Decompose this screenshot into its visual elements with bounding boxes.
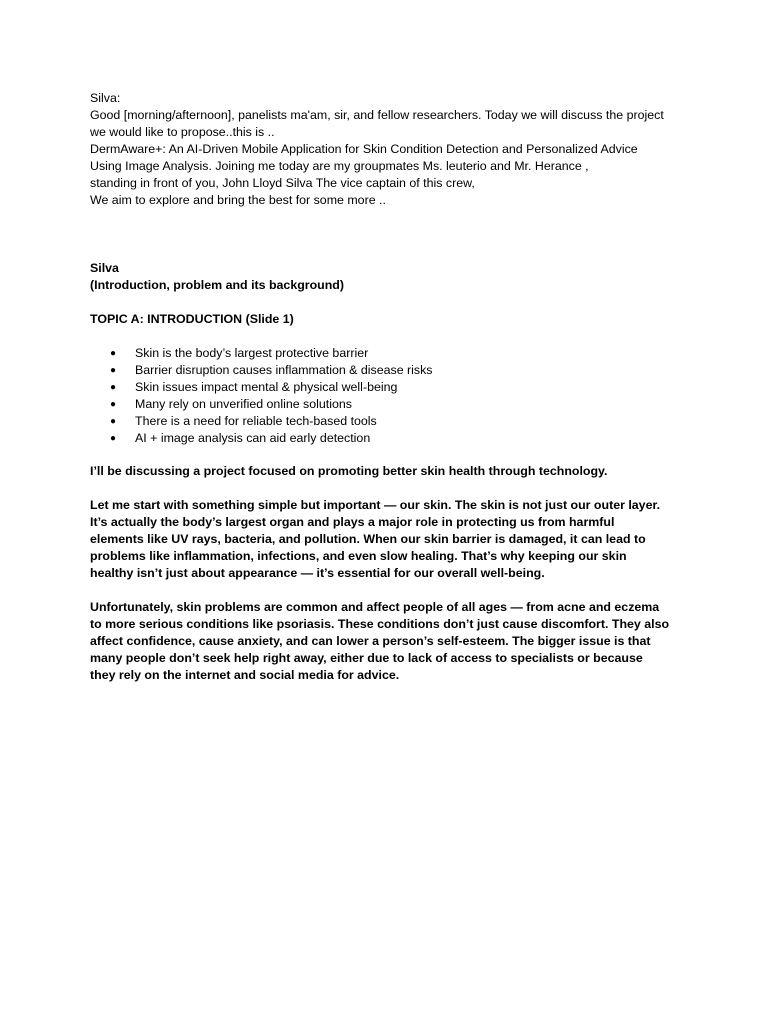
section-speaker: Silva [90, 261, 119, 275]
paragraph-line: problems like inflammation, infections, and even slow healing. That’s why keeping our skin [90, 549, 627, 563]
list-item [90, 379, 690, 396]
intro-line: Good [morning/afternoon], panelists ma'am, sir, and fellow researchers. Today we will discuss the project [90, 108, 664, 122]
paragraph-line: they rely on the internet and social media for advice. [90, 668, 400, 682]
spacer [90, 480, 690, 497]
paragraph-line: healthy isn’t just about appearance — it’s essential for our overall well-being. [90, 566, 545, 580]
paragraph-line: Unfortunately, skin problems are common and affect people of all ages — from acne and eczema [90, 600, 660, 614]
list-item [90, 430, 690, 447]
paragraph-line: many people don’t seek help right away, either due to lack of access to specialists or because [90, 651, 643, 665]
intro-line: Using Image Analysis. Joining me today are my groupmates Ms. leuterio and Mr. Herance , [90, 159, 589, 173]
document-page [90, 90, 690, 684]
bullet-icon: ● [110, 365, 117, 376]
paragraph-line: affect confidence, cause anxiety, and can lower a person’s self-esteem. The bigger issue is that [90, 634, 651, 648]
list-item-text: Skin is the body’s largest protective barrier [135, 346, 369, 360]
list-item [90, 413, 690, 430]
bullet-icon: ● [110, 416, 117, 427]
bullet-icon: ● [110, 348, 117, 359]
list-item-text: Many rely on unverified online solutions [135, 397, 352, 411]
paragraph-line: to more serious conditions like psoriasis. These conditions don’t just cause discomfort. They also [90, 617, 670, 631]
intro-block [90, 90, 690, 209]
paragraph-line: It’s actually the body’s largest organ and plays a major role in protecting us from harmful [90, 515, 615, 529]
bullet-list [90, 345, 690, 447]
intro-line: we would like to propose..this is .. [90, 125, 275, 139]
project-statement: I’ll be discussing a project focused on promoting better skin health through technology. [90, 464, 608, 478]
list-item-text: There is a need for reliable tech-based tools [135, 414, 377, 428]
paragraph-skin-importance [90, 497, 690, 582]
spacer [90, 328, 690, 345]
spacer [90, 209, 690, 260]
bullet-icon: ● [110, 399, 117, 410]
paragraph-line: Let me start with something simple but important — our skin. The skin is not just our outer layer. [90, 498, 661, 512]
paragraph-skin-problems [90, 599, 690, 684]
bullet-icon: ● [110, 382, 117, 393]
bullet-icon: ● [110, 433, 117, 444]
list-item-text: Barrier disruption causes inflammation & disease risks [135, 363, 433, 377]
list-item-text: AI + image analysis can aid early detection [135, 431, 371, 445]
spacer [90, 582, 690, 599]
topic-heading: TOPIC A: INTRODUCTION (Slide 1) [90, 312, 294, 326]
intro-line: DermAware+: An AI-Driven Mobile Application for Skin Condition Detection and Personalized Advice [90, 142, 638, 156]
list-item-text: Skin issues impact mental & physical well-being [135, 380, 398, 394]
paragraph-line: elements like UV rays, bacteria, and pollution. When our skin barrier is damaged, it can lead to [90, 532, 646, 546]
spacer [90, 294, 690, 311]
list-item [90, 345, 690, 362]
intro-speaker-line: Silva: [90, 91, 121, 105]
list-item [90, 362, 690, 379]
intro-line: We aim to explore and bring the best for some more .. [90, 193, 386, 207]
section-subtitle: (Introduction, problem and its background) [90, 278, 345, 292]
intro-line: standing in front of you, John Lloyd Silva The vice captain of this crew, [90, 176, 475, 190]
spacer [90, 447, 690, 463]
list-item [90, 396, 690, 413]
